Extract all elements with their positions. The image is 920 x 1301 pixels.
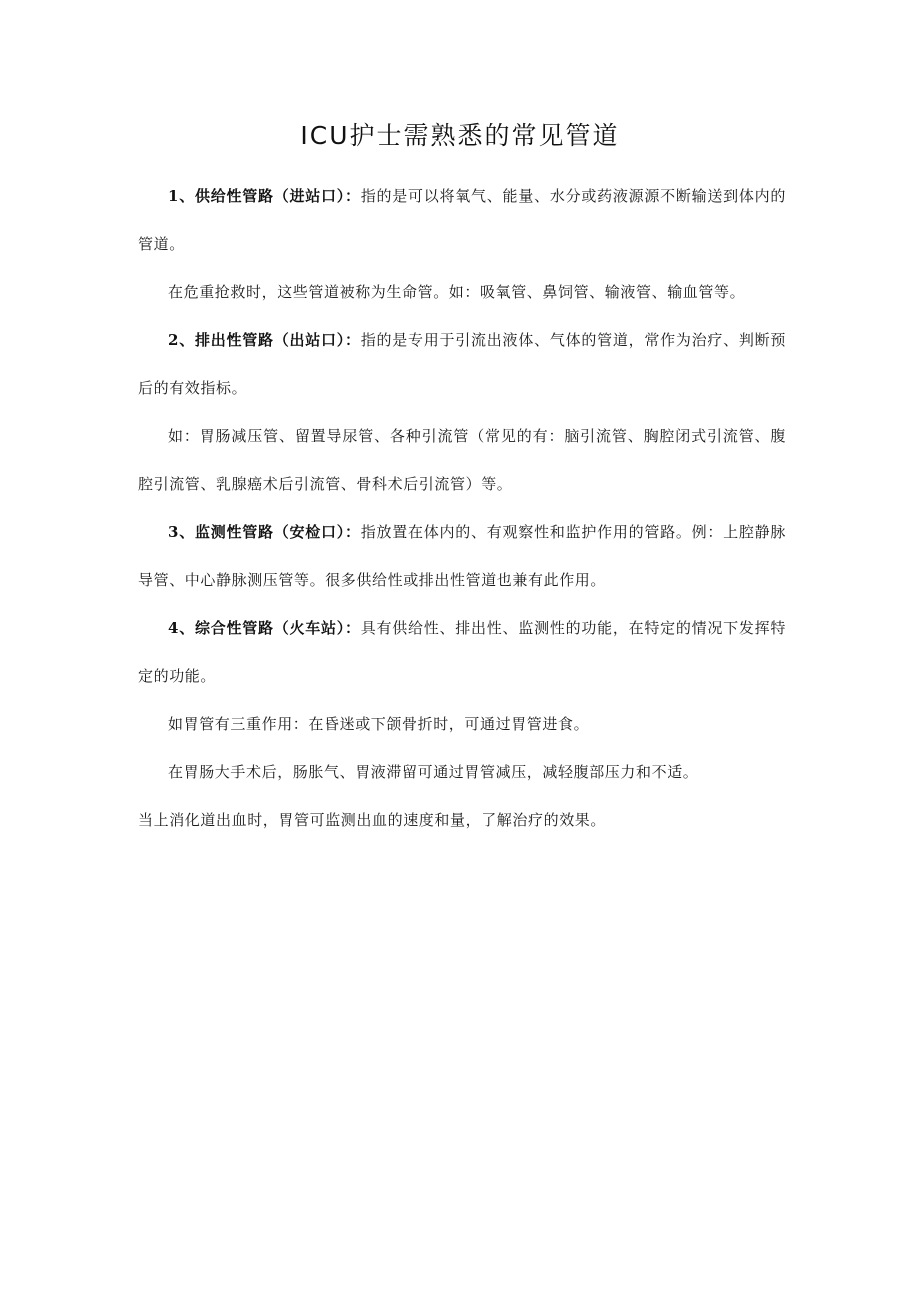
paragraph-gastric-tube-feeding — [138, 700, 786, 748]
paragraph-text: 当上消化道出血时，胃管可监测出血的速度和量，了解治疗的效果。 — [138, 811, 607, 829]
paragraph-lead: 1、供给性管路（进站口）： — [168, 187, 361, 205]
paragraph-text: 如：胃肠减压管、留置导尿管、各种引流管（常见的有：脑引流管、胸腔闭式引流管、腹腔引流管、乳腺癌术后引流管、骨科术后引流管）等。 — [138, 427, 786, 493]
paragraph-combined-lines — [138, 604, 786, 700]
paragraph-life-lines — [138, 268, 786, 316]
document-body — [138, 172, 786, 844]
paragraph-text: 指的是专用于引流出液体、气体的管道，常作为治疗、判断预后的有效指标。 — [138, 331, 786, 397]
paragraph-text: 在胃肠大手术后，肠胀气、胃液滞留可通过胃管减压，减轻腹部压力和不适。 — [168, 763, 699, 781]
paragraph-lead: 4、综合性管路（火车站）： — [168, 619, 361, 637]
paragraph-lead: 3、监测性管路（安检口）： — [168, 523, 361, 541]
paragraph-drainage-lines — [138, 316, 786, 412]
paragraph-text: 在危重抢救时，这些管道被称为生命管。如：吸氧管、鼻饲管、输液管、输血管等。 — [168, 283, 746, 301]
paragraph-supply-lines — [138, 172, 786, 268]
paragraph-monitoring-lines — [138, 508, 786, 604]
paragraph-text: 具有供给性、排出性、监测性的功能，在特定的情况下发挥特定的功能。 — [138, 619, 786, 685]
page-title: ICU护士需熟悉的常见管道 — [300, 121, 620, 150]
paragraph-lead: 2、排出性管路（出站口）： — [168, 331, 361, 349]
paragraph-text: 指的是可以将氧气、能量、水分或药液源源不断输送到体内的管道。 — [138, 187, 786, 253]
paragraph-text: 指放置在体内的、有观察性和监护作用的管路。例：上腔静脉导管、中心静脉测压管等。很多供给性或排出性管道也兼有此作用。 — [138, 523, 786, 589]
paragraph-text: 如胃管有三重作用：在昏迷或下颌骨折时，可通过胃管进食。 — [168, 715, 590, 733]
paragraph-gastric-tube-monitoring — [138, 796, 786, 844]
paragraph-gastric-tube-decompression — [138, 748, 786, 796]
paragraph-drainage-examples — [138, 412, 786, 508]
